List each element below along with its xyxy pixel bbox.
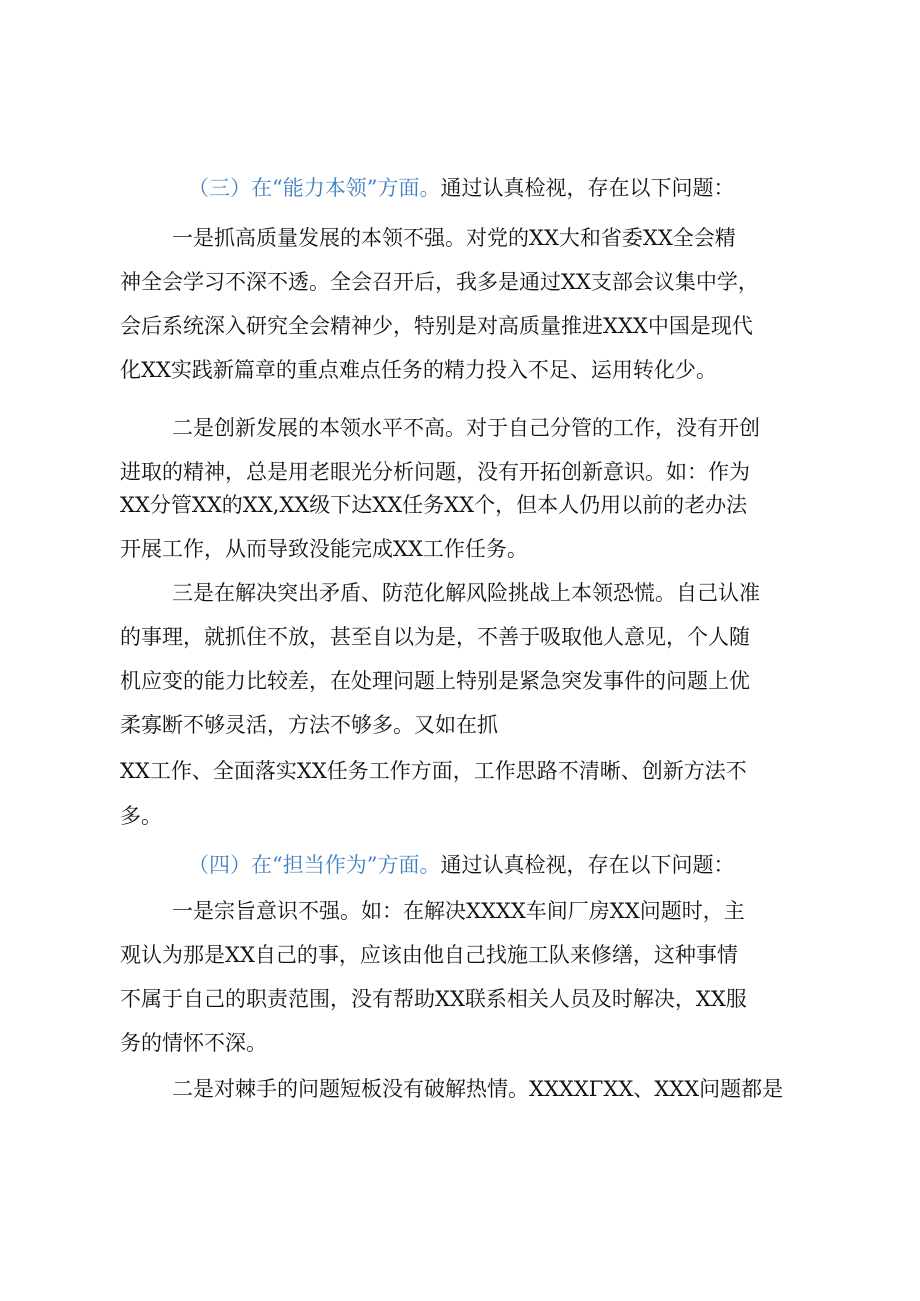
paragraph-line: 三是在解决突出矛盾、防范化解风险挑战上本领恐慌。自己认准 (172, 581, 760, 605)
paragraph-line: 的事理，就抓住不放，甚至自以为是，不善于吸取他人意见，个人随 (120, 625, 750, 649)
paragraph-line: 务的情怀不深。 (120, 1031, 267, 1055)
paragraph-line: 会后系统深入研究全会精神少，特别是对高质量推进XXX中国是现代 (120, 314, 753, 338)
section-4-heading-label: （四）在“担当作为”方面。 (188, 853, 441, 877)
section-4-heading (188, 851, 734, 879)
paragraph-line: 不属于自己的职责范围，没有帮助XX联系相关人员及时解决，XX服 (120, 987, 747, 1011)
paragraph-line: XX工作、全面落实XX任务工作方面，工作思路不清晰、创新方法不 (120, 759, 747, 783)
paragraph-line: XX分管XX的XX,XX级下达XX任务XX个，但本人仍用以前的老办法 (120, 493, 748, 517)
paragraph-line: 多。 (120, 804, 162, 828)
paragraph-line: 观认为那是XX自己的事，应该由他自己找施工队来修缮，这种事情 (120, 943, 738, 967)
paragraph-line: 开展工作，从而导致没能完成XX工作任务。 (120, 537, 528, 561)
section-3-heading-label: （三）在“能力本领”方面。 (188, 176, 441, 200)
paragraph-line: 二是创新发展的本领水平不高。对于自己分管的工作，没有开创 (172, 416, 760, 440)
paragraph-line: 神全会学习不深不透。全会召开后，我多是通过XX支部会议集中学， (120, 270, 759, 294)
paragraph-line: 进取的精神，总是用老眼光分析问题，没有开拓创新意识。如：作为 (120, 460, 750, 484)
section-3-heading-text: 通过认真检视，存在以下问题： (440, 176, 735, 200)
paragraph-line: 一是宗旨意识不强。如：在解决XXXX车间厂房XX问题时，主 (172, 899, 745, 923)
paragraph-line: 机应变的能力比较差，在处理问题上特别是紧急突发事件的问题上优 (120, 669, 750, 693)
paragraph-line: 一是抓高质量发展的本领不强。对党的XX大和省委XX全会精 (172, 226, 736, 250)
paragraph-line: 柔寡断不够灵活，方法不够多。又如在抓 (120, 713, 498, 737)
paragraph-line: 二是对棘手的问题短板没有破解热情。XXXXΓXX、XXX问题都是 (172, 1077, 784, 1101)
paragraph-line: 化XX实践新篇章的重点难点任务的精力投入不足、运用转化少。 (120, 358, 717, 382)
section-3-heading (188, 174, 734, 202)
section-4-heading-text: 通过认真检视，存在以下问题： (440, 853, 735, 877)
